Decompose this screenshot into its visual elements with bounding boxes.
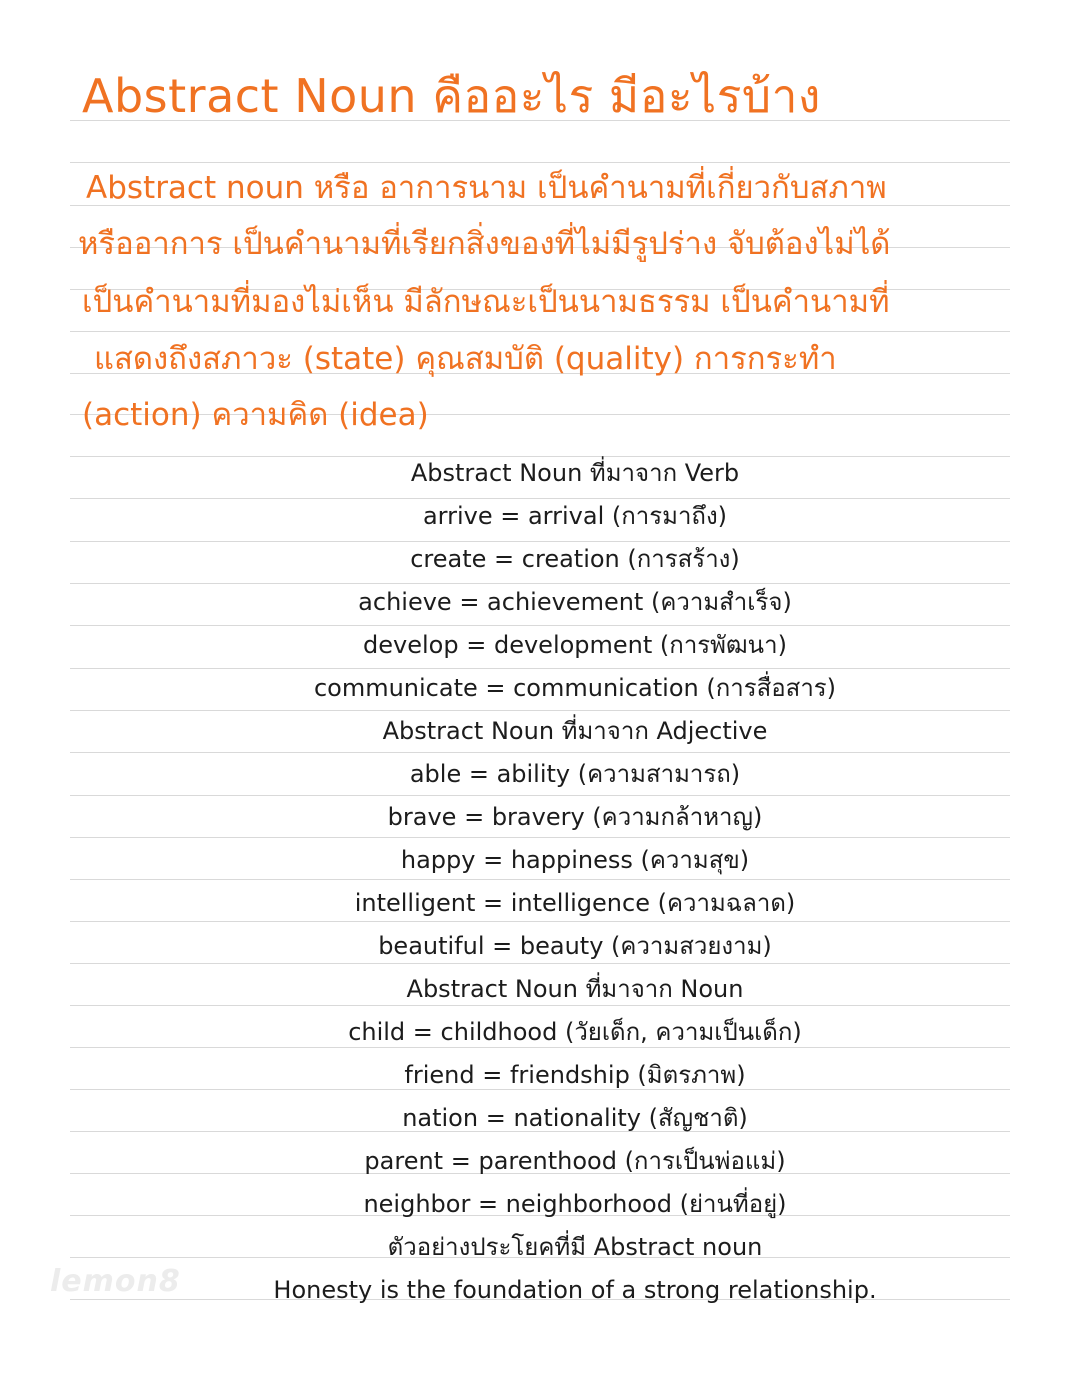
example-sentence: Honesty is the foundation of a strong relationship.	[273, 1276, 877, 1304]
list-item: create = creation (การสร้าง)	[410, 545, 740, 573]
page-title: Abstract Noun คืออะไร มีอะไรบ้าง	[82, 69, 821, 123]
section-heading-verb: Abstract Noun ที่มาจาก Verb	[410, 459, 740, 487]
ruled-line	[70, 879, 1010, 880]
list-item: arrive = arrival (การมาถึง)	[422, 502, 728, 530]
ruled-line	[70, 1047, 1010, 1048]
list-item: communicate = communication (การสื่อสาร)	[313, 674, 837, 702]
ruled-line	[70, 921, 1010, 922]
ruled-line	[70, 583, 1010, 584]
ruled-line	[70, 795, 1010, 796]
list-item: parent = parenthood (การเป็นพ่อแม่)	[364, 1147, 786, 1175]
ruled-line	[70, 837, 1010, 838]
list-item: develop = development (การพัฒนา)	[363, 631, 787, 659]
section-heading-noun: Abstract Noun ที่มาจาก Noun	[406, 975, 744, 1003]
list-item: beautiful = beauty (ความสวยงาม)	[378, 932, 772, 960]
ruled-line	[70, 668, 1010, 669]
list-item: happy = happiness (ความสุข)	[400, 846, 750, 874]
list-item: nation = nationality (สัญชาติ)	[402, 1104, 748, 1132]
intro-line: Abstract noun หรือ อาการนาม เป็นคำนามที่เกี่ยวกับสภาพ	[86, 170, 887, 206]
ruled-line	[70, 963, 1010, 964]
list-item: able = ability (ความสามารถ)	[409, 760, 741, 788]
ruled-line	[70, 456, 1010, 457]
ruled-line	[70, 541, 1010, 542]
ruled-line	[70, 1005, 1010, 1006]
intro-line: แสดงถึงสภาวะ (state) คุณสมบัติ (quality) การกระทำ	[94, 341, 837, 377]
list-item: intelligent = intelligence (ความฉลาด)	[354, 889, 796, 917]
ruled-line	[70, 752, 1010, 753]
ruled-line	[70, 331, 1010, 332]
ruled-line	[70, 625, 1010, 626]
ruled-line	[70, 710, 1010, 711]
list-item: achieve = achievement (ความสำเร็จ)	[358, 588, 792, 616]
list-item: brave = bravery (ความกล้าหาญ)	[387, 803, 763, 831]
intro-line: หรืออาการ เป็นคำนามที่เรียกสิ่งของที่ไม่มีรูปร่าง จับต้องไม่ได้	[78, 226, 891, 262]
intro-line: เป็นคำนามที่มองไม่เห็น มีลักษณะเป็นนามธรรม เป็นคำนามที่	[82, 284, 890, 320]
list-item: neighbor = neighborhood (ย่านที่อยู่)	[363, 1190, 787, 1218]
section-heading-adjective: Abstract Noun ที่มาจาก Adjective	[382, 717, 768, 745]
ruled-line	[70, 162, 1010, 163]
list-item: friend = friendship (มิตรภาพ)	[404, 1061, 746, 1089]
intro-line: (action) ความคิด (idea)	[82, 397, 429, 433]
watermark-logo: lemon8	[50, 1264, 181, 1299]
list-item: child = childhood (วัยเด็ก, ความเป็นเด็ก)	[348, 1018, 802, 1046]
ruled-line	[70, 498, 1010, 499]
section-heading-example: ตัวอย่างประโยคที่มี Abstract noun	[387, 1233, 763, 1261]
